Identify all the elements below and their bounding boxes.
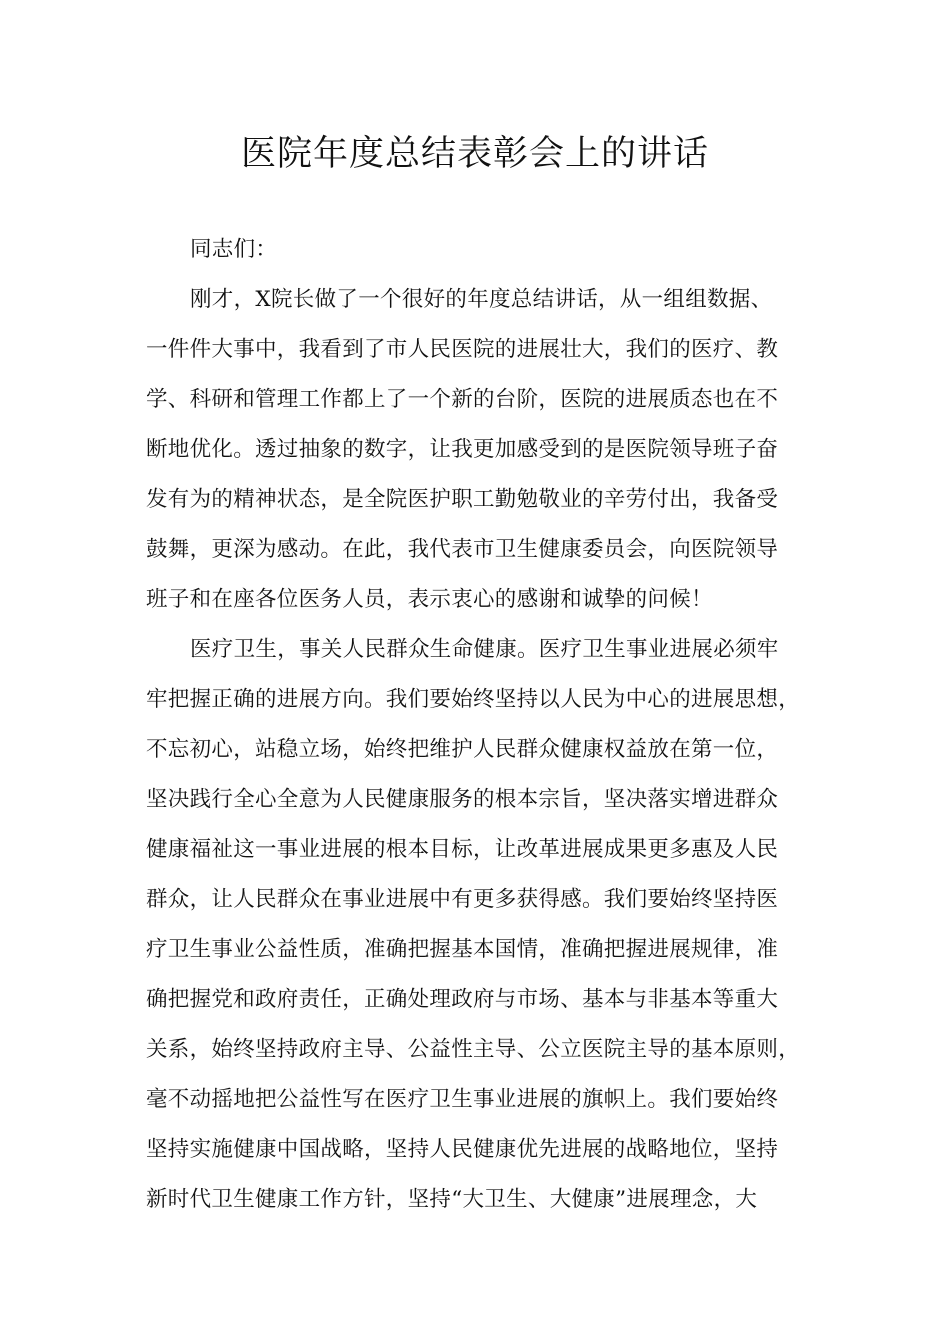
- body-line: 学、科研和管理工作都上了一个新的台阶，医院的进展质态也在不: [146, 387, 779, 412]
- body-line: 疗卫生事业公益性质，准确把握基本国情，准确把握进展规律，准: [146, 937, 779, 962]
- body-line: 确把握党和政府责任，正确处理政府与市场、基本与非基本等重大: [146, 987, 779, 1012]
- body-line: 不忘初心，站稳立场，始终把维护人民群众健康权益放在第一位，: [146, 737, 779, 762]
- body-line: 牢把握正确的进展方向。我们要始终坚持以人民为中心的进展思想，: [146, 687, 801, 712]
- body-line: 班子和在座各位医务人员，表示衷心的感谢和诚挚的问候！: [146, 587, 713, 612]
- salutation: 同志们：: [190, 237, 278, 262]
- body-line: 一件件大事中，我看到了市人民医院的进展壮大，我们的医疗、教: [146, 337, 779, 362]
- body-line: 坚持实施健康中国战略，坚持人民健康优先进展的战略地位，坚持: [146, 1137, 779, 1162]
- body-line: 鼓舞，更深为感动。在此，我代表市卫生健康委员会，向医院领导: [146, 537, 779, 562]
- body-line: 发有为的精神状态，是全院医护职工勤勉敬业的辛劳付出，我备受: [146, 487, 779, 512]
- body-line: 刚才，X院长做了一个很好的年度总结讲话，从一组组数据、: [190, 287, 773, 312]
- body-line: 新时代卫生健康工作方针，坚持“大卫生、大健康”进展理念，大: [146, 1187, 758, 1212]
- body-line: 关系，始终坚持政府主导、公益性主导、公立医院主导的基本原则，: [146, 1037, 801, 1062]
- body-line: 坚决践行全心全意为人民健康服务的根本宗旨，坚决落实增进群众: [146, 787, 779, 812]
- body-line: 毫不动摇地把公益性写在医疗卫生事业进展的旗帜上。我们要始终: [146, 1087, 779, 1112]
- body-line: 群众，让人民群众在事业进展中有更多获得感。我们要始终坚持医: [146, 887, 779, 912]
- body-line: 医疗卫生，事关人民群众生命健康。医疗卫生事业进展必须牢: [190, 637, 779, 662]
- body-line: 断地优化。透过抽象的数字，让我更加感受到的是医院领导班子奋: [146, 437, 779, 462]
- body-line: 健康福祉这一事业进展的根本目标，让改革进展成果更多惠及人民: [146, 837, 779, 862]
- document-title: 医院年度总结表彰会上的讲话: [240, 134, 709, 174]
